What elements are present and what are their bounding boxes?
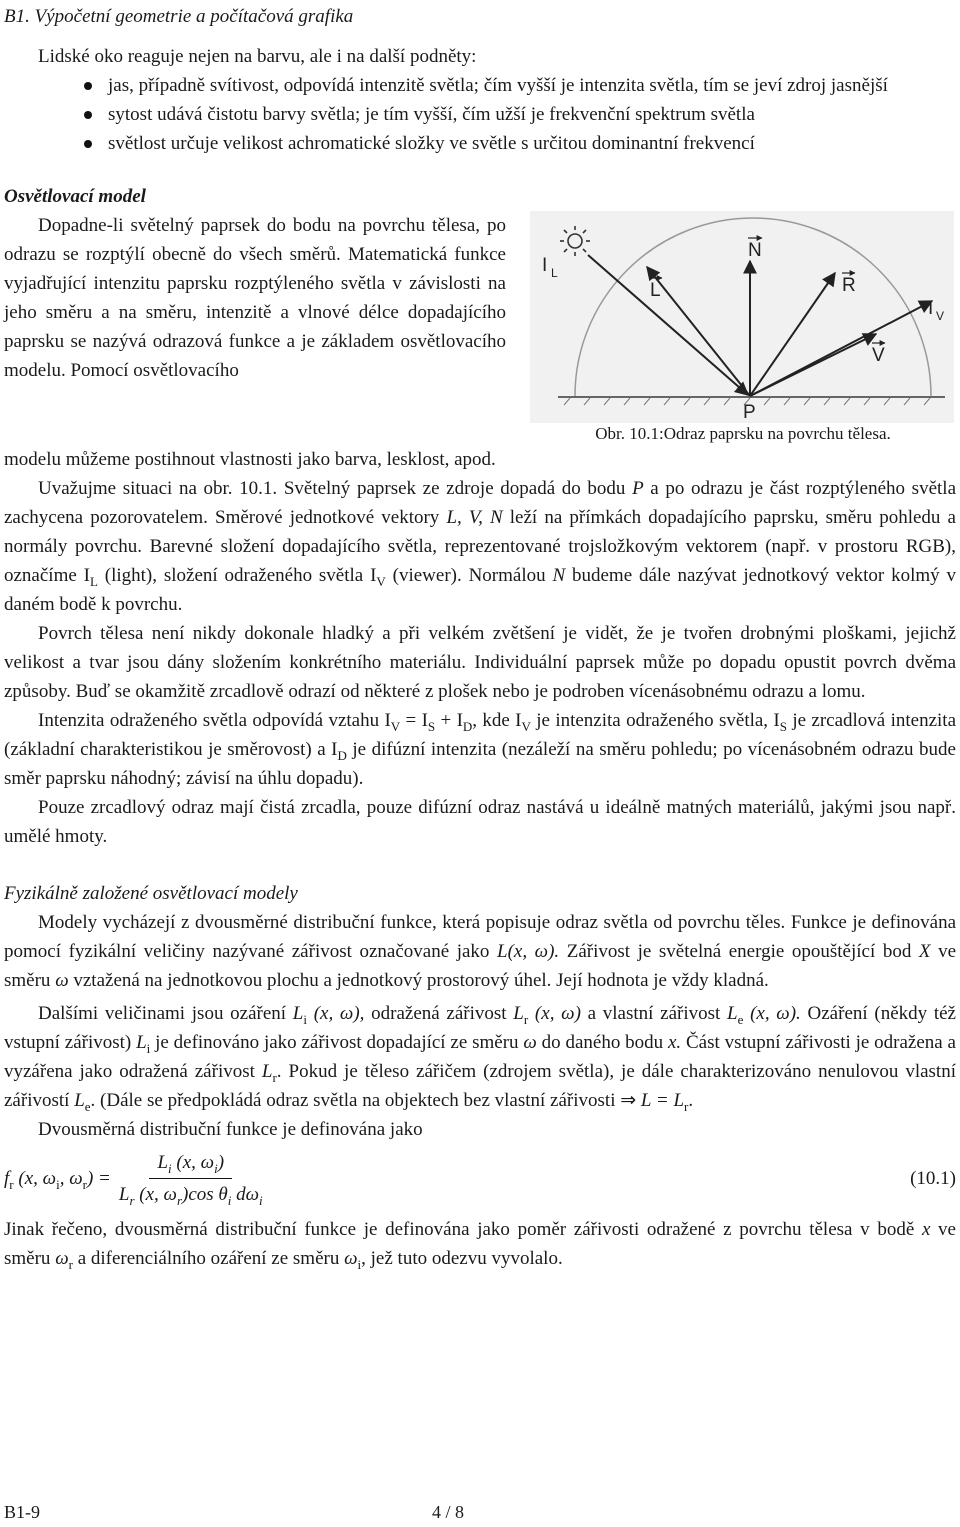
label-n: N [748, 240, 762, 261]
label-il: I [542, 255, 548, 276]
paragraph-brdf-explain: Jinak řečeno, dvousměrná distribuční funkce je definována jako poměr zářivosti odražené z povrchu tělesa v bodě x ve směru $\omega_r$ a diferenciálního ozáření ze směru $\omega_i$, jež tuto odezvu vyvolalo. [4, 1219, 956, 1272]
reflection-diagram [530, 211, 954, 423]
intro-lead: Lidské oko reaguje nejen na barvu, ale i na další podněty: [38, 46, 477, 67]
bullet-item: sytost udává čistotu barvy světla; je tím vyšší, čím užší je frekvenční spektrum světla [4, 100, 956, 129]
label-il-sub: L [551, 266, 558, 280]
label-l: L [650, 280, 661, 301]
label-iv-sub: V [936, 309, 945, 323]
formula-brdf [4, 1148, 956, 1209]
intro-block [4, 42, 956, 71]
formula-denominator: $L_r$ (x, $\omega_r)\cos$ $\theta_i$ $d\omega_i$ [118, 1184, 263, 1208]
formula-fraction [119, 1148, 263, 1209]
paragraph-lighting-cont: modelu můžeme postihnout vlastnosti jako barva, lesklost, apod. [4, 449, 496, 470]
page [4, 0, 956, 1273]
paragraph-intensity: Intenzita odraženého světla odpovídá vztahu $I_V = I_S + I_D$, kde $I_V$ je intenzita odraženého světla, $I_S$ je zrcadlová intenzita (základní charakteristikou je směrovost) a $I_D$ je difúzní intenzita (nezáleží na směru pohledu; po vícenásobném odrazu bude směr paprsku náhodný; závisí na úhlu dopadu). [4, 710, 957, 789]
label-r: R [842, 275, 856, 296]
section-title-physical-models: Fyzikálně založené osvětlovací modely [4, 883, 298, 904]
formula-numerator: $L_i$ (x, $\omega_i$) [149, 1148, 232, 1179]
bullet-item: jas, případně svítivost, odpovídá intenzitě světla; čím vyšší je intenzita světla, tím se jeví zdroj jasnější [4, 71, 956, 100]
page-number: 4 / 8 [432, 1502, 465, 1522]
formula-lhs: $f_r$ (x, $\omega_i$, $\omega_r$) = [4, 1168, 111, 1192]
paragraph-surface: Povrch tělesa není nikdy dokonale hladký a při velkém zvětšení je vidět, že je tvořen drobnými ploškami, jejichž velikost a tvar jsou dány složením konkrétního materiálu. Individuální paprsek může po dopadu opustit povrch dvěma způsoby. Buď se okamžitě zrcadlově odrazí od některé z plošek nebo je podroben vícenásobnému odrazu a lomu. [4, 623, 956, 702]
paragraph-brdf-def: Dvousměrná distribuční funkce je definována jako [38, 1119, 423, 1140]
paragraph-mirror: Pouze zrcadlový odraz mají čistá zrcadla, pouze difúzní odraz nastává u ideálně matných materiálů, jakými jsou např. umělé hmoty. [4, 797, 956, 847]
figure-wrap-zone [4, 211, 956, 474]
paragraph-situation: Uvažujme situaci na obr. 10.1. Světelný paprsek ze zdroje dopadá do bodu P a po odrazu je část rozptýleného světla zachycena pozorovatelem. Směrové jednotkové vektory L, V, N leží na přímkách dopadajícího paprsku, směru pohledu a normály povrchu. Barevné složení dopadajícího světla, reprezentované trojsložkovým vektorem (např. v prostoru RGB), označíme $I_L$ (light), složení odraženého světla $I_V$ (viewer). Normálou N budeme dále nazývat jednotkový vektor kolmý v daném bodě k povrchu. [4, 478, 957, 615]
paragraph-lighting-intro: Dopadne-li světelný paprsek do bodu na povrchu tělesa, po odrazu se rozptýlí obecně do všech směrů. Matematická funkce vyjadřující intenzitu paprsku rozptýleného světla v závislosti na jeho směru a na směru, intenzitě a vlnové délce dopadajícího paprsku se nazývá odrazová funkce a je základem osvětlovacího modelu. Pomocí osvětlovacího [4, 215, 506, 381]
label-iv: I [928, 298, 934, 319]
bullet-item: světlost určuje velikost achromatické složky ve světle s určitou dominantní frekvencí [4, 129, 956, 158]
label-p: P [743, 402, 756, 423]
section-title-lighting-model: Osvětlovací model [4, 186, 146, 207]
equation-number: (10.1) [910, 1168, 956, 1189]
label-v: V [872, 345, 885, 366]
paragraph-brdf-intro: Modely vycházejí z dvousměrné distribuční funkce, která popisuje odraz světla od povrchu těles. Funkce je definována pomocí fyzikální veličiny nazývané zářivost označované jako L(x, ω). Zářivost je světelná energie opouštějící bod X ve směru ω vztažená na jednotkovou plochu a jednotkový prostorový úhel. Její hodnota je vždy kladná. [4, 912, 957, 991]
figure-reflection [530, 211, 956, 445]
footer-code: B1-9 [4, 1502, 40, 1522]
bullet-list [4, 71, 956, 158]
page-header: B1. Výpočetní geometrie a počítačová grafika [4, 6, 354, 27]
figure-caption: Obr. 10.1:Odraz paprsku na povrchu tělesa. [595, 424, 891, 443]
paragraph-quantities: Dalšími veličinami jsou ozáření $L_i$ (x, ω), odražená zářivost $L_r$ (x, ω) a vlastní zářivost $L_e$ (x, ω). Ozáření (někdy též vstupní zářivost) $L_i$ je definováno jako zářivost dopadající ze směru ω do daného bodu x. Část vstupní zářivosti je odražena a vyzářena jako odražená zářivost $L_r$. Pokud je těleso zářičem (zdrojem světla), je dále charakterizováno nenulovou vlastní zářivostí $L_e$. (Dále se předpokládá odraz světla na objektech bez vlastní zářivosti ⇒ $L = L_r$. [4, 1003, 956, 1114]
